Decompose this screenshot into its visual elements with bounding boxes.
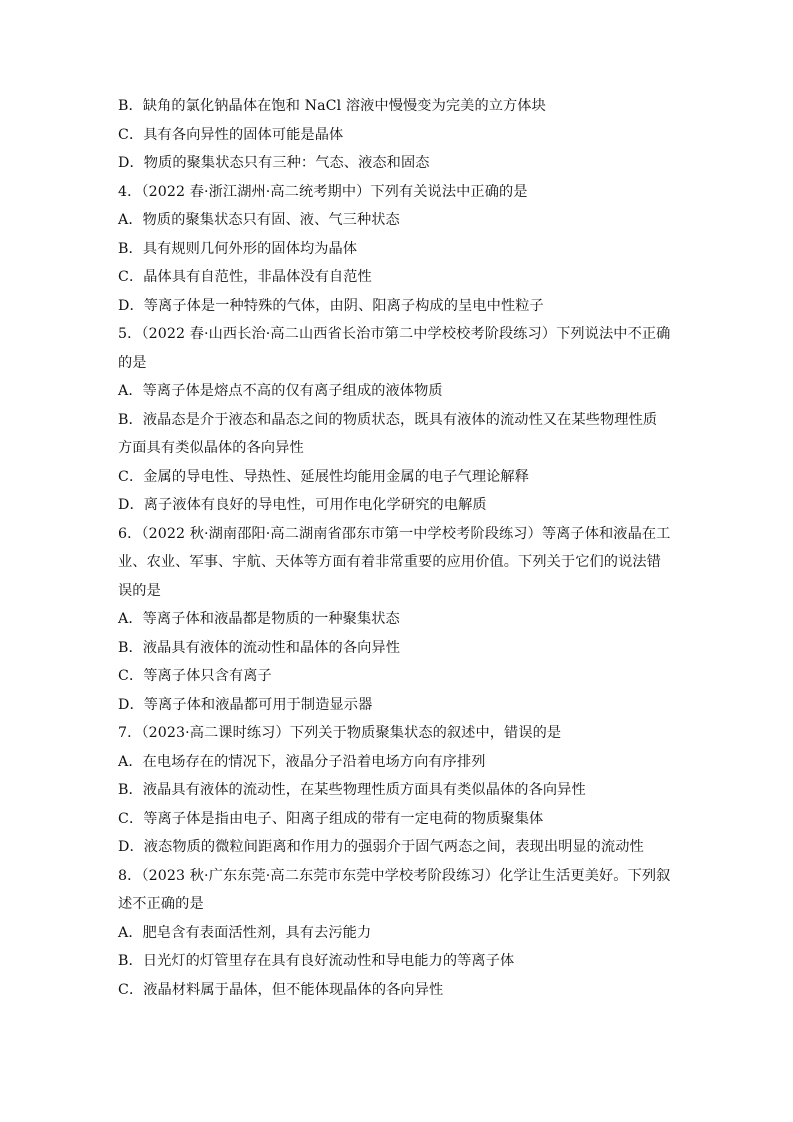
text-line: B．液晶具有液体的流动性，在某些物理性质方面具有类似晶体的各向异性	[118, 782, 586, 798]
text-line: 的是	[118, 354, 147, 371]
text-line: 业、农业、军事、宇航、天体等方面有着非常重要的应用价值。下列关于它们的说法错	[118, 554, 661, 570]
text-line: A．在电场存在的情况下，液晶分子沿着电场方向有序排列	[118, 753, 486, 770]
text-line: 述不正确的是	[118, 896, 204, 912]
text-line: B．液晶具有液体的流动性和晶体的各向异性	[118, 639, 400, 656]
text-line: A．等离子体和液晶都是物质的一种聚集状态	[118, 611, 400, 627]
text-line: B．缺角的氯化钠晶体在饱和 NaCl 溶液中慢慢变为完美的立方体块	[118, 98, 546, 114]
text-line: A．等离子体是熔点不高的仅有离子组成的液体物质	[118, 383, 443, 399]
text-line: B．液晶态是介于液态和晶态之间的物质状态，既具有液体的流动性又在某些物理性质	[118, 411, 658, 428]
question-4-stem: 4．（2022 春·浙江湖州·高二统考期中）下列有关说法中正确的是	[118, 183, 528, 200]
text-line: C．液晶材料属于晶体，但不能体现晶体的各向异性	[118, 981, 444, 998]
text-line: C．晶体具有自范性，非晶体没有自范性	[118, 269, 372, 285]
question-7-stem: 7．（2023·高二课时练习）下列关于物质聚集状态的叙述中，错误的是	[118, 725, 562, 741]
text-line: A．肥皂含有表面活性剂，具有去污能力	[118, 924, 372, 941]
text-line: B．日光灯的灯管里存在具有良好流动性和导电能力的等离子体	[118, 953, 515, 969]
question-6-stem: 6．（2022 秋·湖南邵阳·高二湖南省邵东市第一中学校考阶段练习）等离子体和液晶在工	[118, 525, 671, 542]
question-8-stem: 8．（2023 秋·广东东莞·高二东莞市东莞中学校考阶段练习）化学让生活更美好。下列叙	[118, 867, 671, 884]
text-line: 方面具有类似晶体的各向异性	[118, 440, 304, 456]
document-body	[118, 92, 698, 1004]
text-line: B．具有规则几何外形的固体均为晶体	[118, 240, 358, 257]
text-line: D．等离子体和液晶都可用于制造显示器	[118, 696, 373, 713]
text-line: D．液态物质的微粒间距离和作用力的强弱介于固气两态之间，表现出明显的流动性	[118, 839, 644, 855]
text-line: C．金属的导电性、导热性、延展性均能用金属的电子气理论解释	[118, 468, 530, 485]
text-line: D．离子液体有良好的导电性，可用作电化学研究的电解质	[118, 497, 487, 513]
text-line: C．具有各向异性的固体可能是晶体	[118, 126, 344, 143]
text-line: D．物质的聚集状态只有三种：气态、液态和固态	[118, 155, 430, 171]
question-5-stem: 5．（2022 春·山西长治·高二山西省长治市第二中学校校考阶段练习）下列说法中不正确	[118, 326, 671, 342]
text-line: A．物质的聚集状态只有固、液、气三种状态	[118, 212, 400, 228]
text-line: 误的是	[118, 582, 161, 599]
text-line: D．等离子体是一种特殊的气体，由阴、阳离子构成的呈电中性粒子	[118, 297, 544, 314]
text-line: C．等离子体只含有离子	[118, 668, 272, 684]
text-line: C．等离子体是指由电子、阳离子组成的带有一定电荷的物质聚集体	[118, 810, 544, 827]
